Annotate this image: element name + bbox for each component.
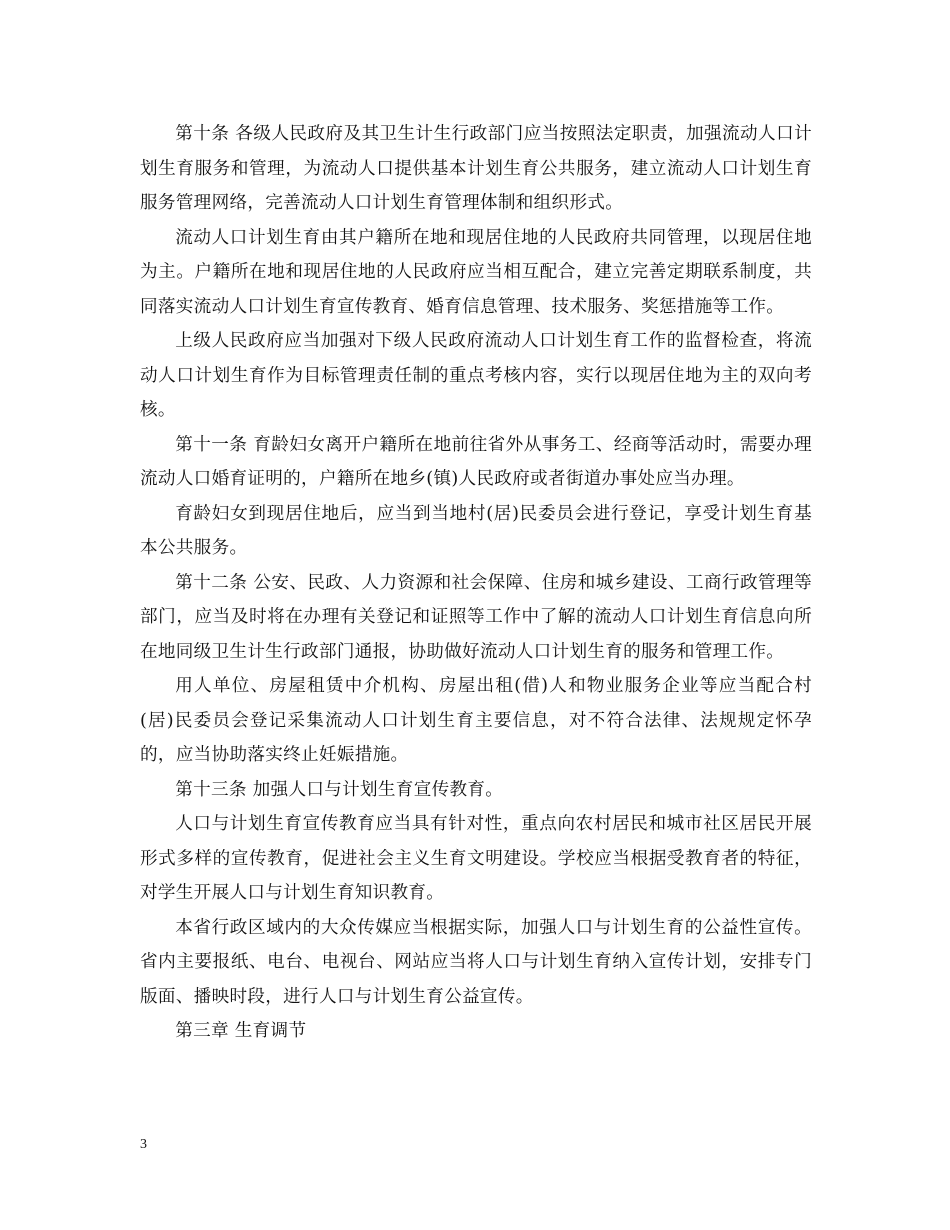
page-number: 3 [140, 1137, 147, 1152]
paragraph-education: 人口与计划生育宣传教育应当具有针对性，重点向农村居民和城市社区居民开展形式多样的宣传教育，促进社会主义生育文明建设。学校应当根据受教育者的特征，对学生开展人口与计划生育知识教育。 [140, 814, 812, 903]
paragraph-media: 本省行政区域内的大众传媒应当根据实际，加强人口与计划生育的公益性宣传。省内主要报纸、电台、电视台、网站应当将人口与计划生育纳入宣传计划，安排专门版面、播映时段，进行人口与计划生育公益宣传。 [140, 917, 812, 1007]
paragraph-article-12: 第十二条 公安、民政、人力资源和社会保障、住房和城乡建设、工商行政管理等部门，应当及时将在办理有关登记和证照等工作中了解的流动人口计划生育信息向所在地同级卫生计生行政部门通报，协助做好流动人口计划生育的服务和管理工作。 [140, 572, 812, 662]
document-body [140, 117, 812, 1049]
paragraph-article-10: 第十条 各级人民政府及其卫生计生行政部门应当按照法定职责，加强流动人口计划生育服务和管理，为流动人口提供基本计划生育公共服务，建立流动人口计划生育服务管理网络，完善流动人口计划生育管理体制和组织形式。 [140, 124, 812, 213]
paragraph-article-11: 第十一条 育龄妇女离开户籍所在地前往省外从事务工、经商等活动时，需要办理流动人口婚育证明的，户籍所在地乡(镇)人民政府或者街道办事处应当办理。 [140, 434, 812, 489]
paragraph-supervision: 上级人民政府应当加强对下级人民政府流动人口计划生育工作的监督检查，将流动人口计划生育作为目标管理责任制的重点考核内容，实行以现居住地为主的双向考核。 [140, 331, 812, 420]
chapter-heading: 第三章 生育调节 [175, 1021, 307, 1041]
paragraph-residence-management: 流动人口计划生育由其户籍所在地和现居住地的人民政府共同管理，以现居住地为主。户籍所在地和现居住地的人民政府应当相互配合，建立完善定期联系制度，共同落实流动人口计划生育宣传教育、婚育信息管理、技术服务、奖惩措施等工作。 [140, 227, 812, 317]
paragraph-article-13: 第十三条 加强人口与计划生育宣传教育。 [175, 779, 504, 800]
paragraph-employers: 用人单位、房屋租赁中介机构、房屋出租(借)人和物业服务企业等应当配合村(居)民委员会登记采集流动人口计划生育主要信息，对不符合法律、法规规定怀孕的，应当协助落实终止妊娠措施。 [140, 676, 812, 765]
paragraph-registration: 育龄妇女到现居住地后，应当到当地村(居)民委员会进行登记，享受计划生育基本公共服务。 [140, 503, 812, 558]
